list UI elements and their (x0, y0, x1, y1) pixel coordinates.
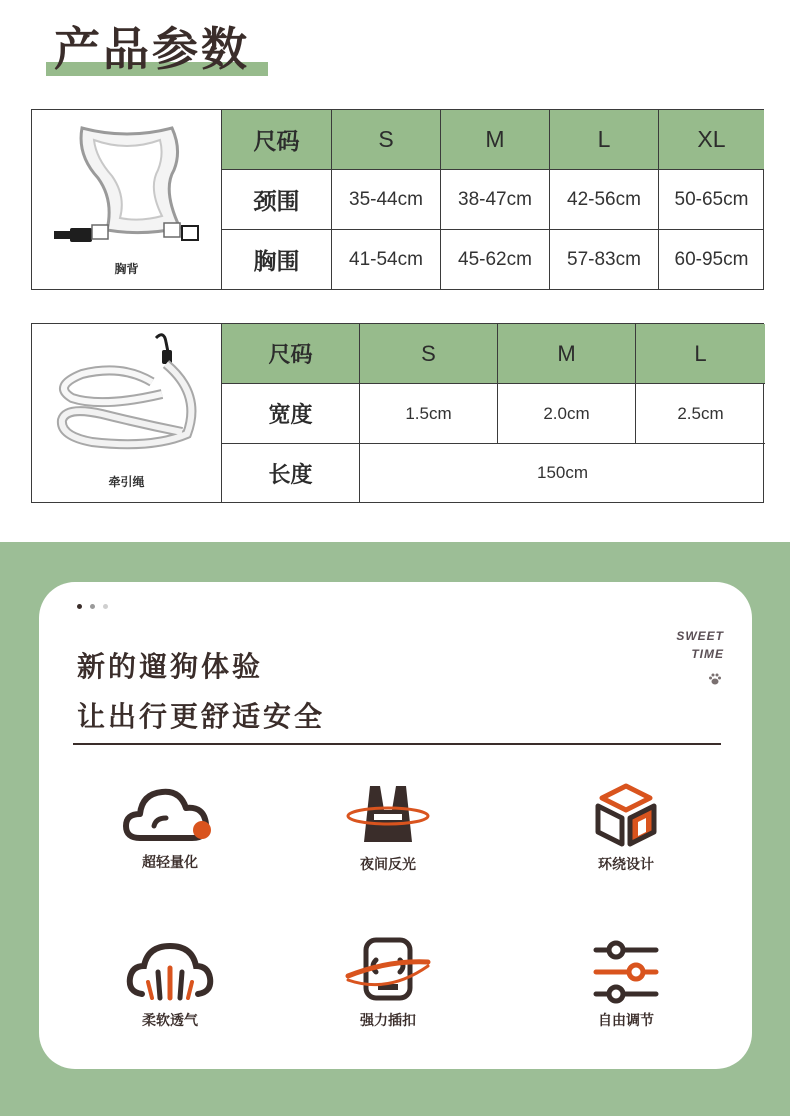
reflective-vest-icon (338, 780, 438, 848)
chest-m: 45-62cm (441, 230, 550, 289)
time-text: TIME (691, 647, 724, 661)
leash-image (32, 324, 222, 502)
feature-label-adjustable: 自由调节 (598, 1013, 654, 1029)
row-length-label: 长度 (222, 444, 360, 502)
paw-icon (708, 672, 722, 686)
breathable-cloud-icon (120, 938, 220, 1004)
feature-adjustable (551, 938, 701, 1030)
neck-m: 38-47cm (441, 170, 550, 230)
harness-caption: 胸背 (114, 262, 139, 276)
width-l: 2.5cm (636, 384, 765, 444)
header-size: 尺码 (222, 110, 332, 170)
leash-illustration (32, 324, 222, 484)
chest-l: 57-83cm (550, 230, 659, 289)
feature-wraparound (551, 782, 701, 874)
chest-s: 41-54cm (332, 230, 441, 289)
headline-line-2: 让出行更舒适安全 (77, 700, 326, 733)
dot (90, 604, 95, 609)
leash-size-table (31, 323, 764, 503)
leash-header-l: L (636, 324, 765, 384)
header-m: M (441, 110, 550, 170)
length-value: 150cm (536, 463, 589, 482)
harness-grid (222, 110, 764, 289)
sliders-icon (576, 938, 676, 1004)
feature-label-buckle: 强力插扣 (360, 1013, 416, 1029)
feature-breathable (95, 938, 245, 1030)
feature-card (39, 582, 752, 1069)
feature-reflective (313, 780, 463, 874)
feature-lightweight (95, 782, 245, 872)
dot (103, 604, 108, 609)
leash-header-s: S (360, 324, 498, 384)
width-m: 2.0cm (498, 384, 636, 444)
card-headline (77, 642, 325, 742)
sweet-text: SWEET (676, 629, 724, 643)
neck-xl: 50-65cm (659, 170, 764, 230)
feature-label-reflective: 夜间反光 (360, 857, 416, 873)
feature-label-breathable: 柔软透气 (142, 1013, 198, 1029)
cloud-icon (120, 782, 220, 846)
pagination-dots (77, 604, 108, 609)
header-xl: XL (659, 110, 764, 170)
harness-illustration (32, 110, 222, 270)
dot-active (77, 604, 82, 609)
buckle-icon (338, 936, 438, 1004)
feature-buckle (313, 936, 463, 1030)
row-width-label: 宽度 (222, 384, 360, 444)
neck-s: 35-44cm (332, 170, 441, 230)
leash-header-size: 尺码 (222, 324, 360, 384)
sweet-time-label (676, 627, 724, 663)
page-title-block (46, 20, 276, 80)
feature-label-wraparound: 环绕设计 (598, 857, 654, 873)
header-s: S (332, 110, 441, 170)
leash-header-m: M (498, 324, 636, 384)
leash-grid (222, 324, 765, 502)
row-chest-label: 胸围 (222, 230, 332, 289)
width-s: 1.5cm (360, 384, 498, 444)
headline-divider (73, 743, 721, 745)
leash-caption: 牵引绳 (108, 475, 145, 489)
feature-label-lightweight: 超轻量化 (142, 855, 198, 871)
row-neck-label: 颈围 (222, 170, 332, 230)
page-title: 产品参数 (54, 22, 250, 76)
neck-l: 42-56cm (550, 170, 659, 230)
cube-icon (576, 782, 676, 848)
chest-xl: 60-95cm (674, 248, 749, 270)
header-l: L (550, 110, 659, 170)
headline-line-1: 新的遛狗体验 (77, 650, 264, 683)
harness-image (32, 110, 222, 289)
harness-size-table (31, 109, 764, 290)
